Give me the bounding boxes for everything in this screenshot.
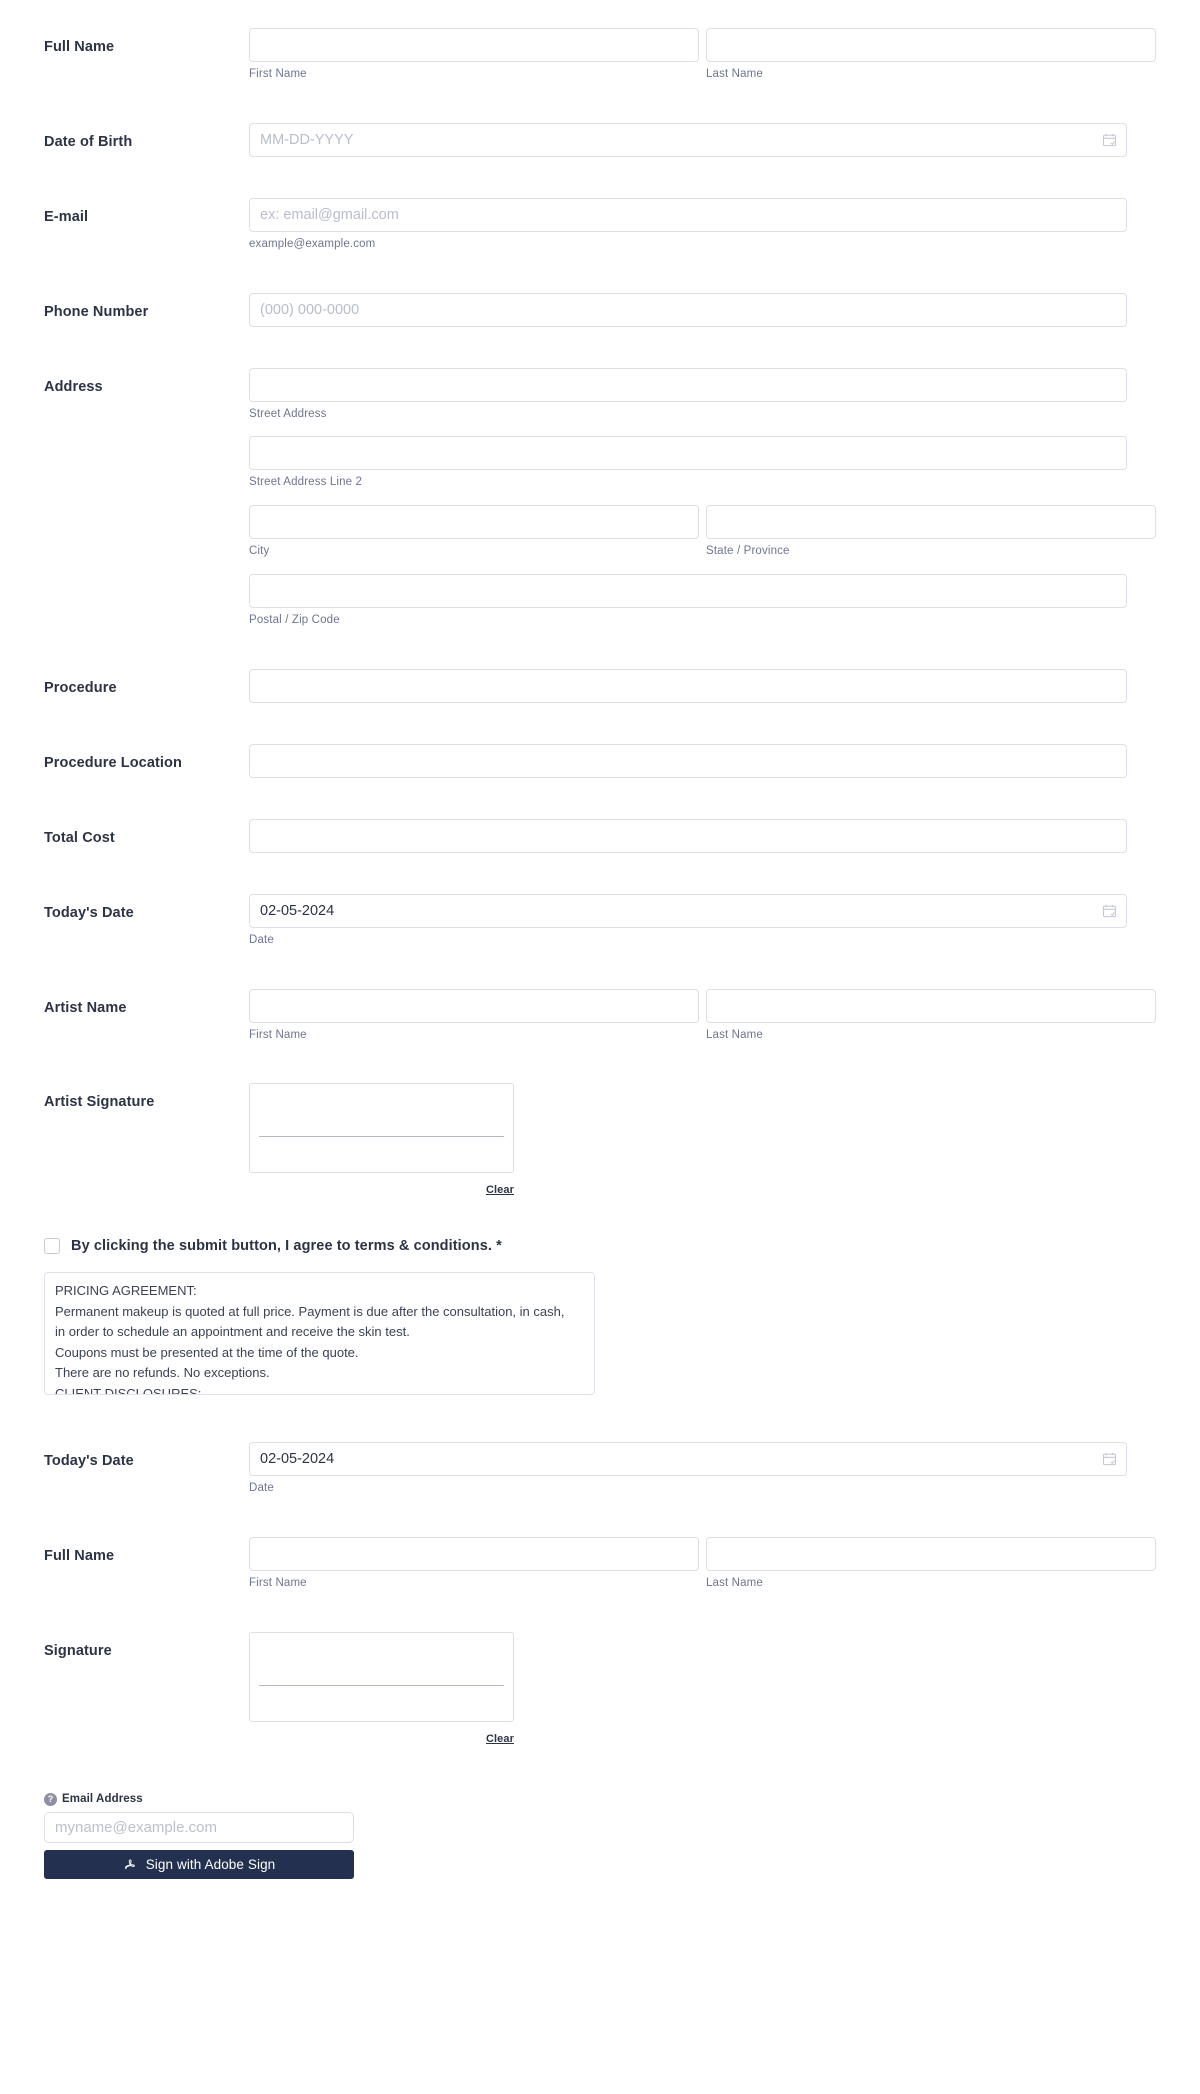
adobe-sign-block (0, 1793, 1200, 1879)
field-row-full-name (0, 28, 1200, 82)
label-signature: Signature (44, 1642, 112, 1659)
date-of-birth-input[interactable] (249, 123, 1127, 157)
todays-date-2-input[interactable] (249, 1442, 1127, 1476)
label-todays-date-1: Today's Date (44, 904, 134, 921)
adobe-acrobat-icon (123, 1857, 138, 1872)
last-name-hint: Last Name (706, 68, 763, 80)
label-full-name: Full Name (44, 39, 115, 55)
field-row-todays-date-1 (0, 894, 1200, 948)
field-row-total-cost (0, 819, 1200, 853)
date-of-birth-wrapper (249, 123, 1127, 157)
label-todays-date-2: Today's Date (44, 1453, 134, 1470)
todays-date-1-wrapper (249, 894, 1127, 928)
first-name-input[interactable] (249, 28, 699, 62)
artist-name-inputs (249, 989, 1156, 1043)
label-artist-signature: Artist Signature (44, 1094, 155, 1111)
field-row-procedure-location (0, 744, 1200, 778)
artist-signature-clear-wrapper (249, 1180, 514, 1198)
signer-first-name-hint: First Name (249, 1577, 307, 1590)
field-row-full-name-2 (0, 1537, 1200, 1591)
label-total-cost: Total Cost (44, 829, 115, 846)
adobe-sign-email-label-row (44, 1793, 1200, 1806)
label-artist-name: Artist Name (44, 999, 127, 1016)
label-procedure: Procedure (44, 679, 117, 696)
client-signature-clear-button[interactable]: Clear (485, 1732, 514, 1745)
full-name-inputs (249, 28, 1156, 82)
signer-last-name-hint: Last Name (706, 1577, 763, 1590)
todays-date-2-wrapper (249, 1442, 1127, 1476)
artist-first-name-input[interactable] (249, 989, 699, 1023)
state-province-input[interactable] (706, 505, 1156, 539)
artist-signature-clear-button[interactable]: Clear (485, 1184, 514, 1197)
signature-baseline (259, 1685, 504, 1686)
street-address-line2-hint: Street Address Line 2 (249, 476, 363, 489)
artist-signature-pad[interactable] (249, 1083, 514, 1173)
field-row-signature (0, 1632, 1200, 1747)
city-hint: City (249, 545, 270, 558)
client-signature-pad[interactable] (249, 1632, 514, 1722)
artist-last-name-input[interactable] (706, 989, 1156, 1023)
signature-baseline (259, 1136, 504, 1137)
signer-last-name-input[interactable] (706, 1537, 1156, 1571)
email-input[interactable] (249, 198, 1127, 232)
label-address: Address (44, 378, 103, 395)
field-row-procedure (0, 669, 1200, 703)
city-state-inputs (249, 505, 1156, 559)
postal-zip-hint: Postal / Zip Code (249, 613, 340, 626)
signer-first-name-input[interactable] (249, 1537, 699, 1571)
agreement-textarea[interactable] (44, 1272, 595, 1395)
question-mark-icon[interactable]: ? (44, 1793, 57, 1806)
terms-label: By clicking the submit button, I agree to terms & conditions. * (71, 1238, 502, 1255)
first-name-hint: First Name (249, 68, 307, 80)
city-input[interactable] (249, 505, 699, 539)
sign-with-adobe-sign-label: Sign with Adobe Sign (145, 1856, 276, 1872)
field-row-address (0, 368, 1200, 628)
label-full-name-2: Full Name (44, 1548, 115, 1565)
street-address-input[interactable] (249, 368, 1127, 402)
todays-date-2-hint: Date (249, 1482, 274, 1495)
full-name-2-inputs (249, 1537, 1156, 1591)
email-hint: example@example.com (249, 237, 376, 250)
terms-checkbox[interactable] (44, 1238, 60, 1254)
adobe-sign-email-label: Email Address (62, 1793, 143, 1806)
label-date-of-birth: Date of Birth (44, 133, 133, 150)
phone-number-input[interactable] (249, 293, 1127, 327)
total-cost-input[interactable] (249, 819, 1127, 853)
label-procedure-location: Procedure Location (44, 754, 182, 771)
label-phone-number: Phone Number (44, 303, 149, 320)
terms-agreement-row (0, 1238, 1200, 1254)
field-row-date-of-birth (0, 123, 1200, 157)
last-name-input[interactable] (706, 28, 1156, 62)
artist-last-name-hint: Last Name (706, 1028, 763, 1041)
postal-zip-input[interactable] (249, 574, 1127, 608)
client-signature-clear-wrapper (249, 1729, 514, 1747)
field-row-todays-date-2 (0, 1442, 1200, 1496)
procedure-input[interactable] (249, 669, 1127, 703)
adobe-sign-email-input[interactable] (44, 1812, 354, 1843)
field-row-artist-signature (0, 1083, 1200, 1198)
artist-first-name-hint: First Name (249, 1028, 307, 1041)
label-email: E-mail (44, 208, 89, 225)
procedure-location-input[interactable] (249, 744, 1127, 778)
state-province-hint: State / Province (706, 545, 790, 558)
street-address-line2-input[interactable] (249, 436, 1127, 470)
todays-date-1-hint: Date (249, 933, 274, 946)
sign-with-adobe-sign-button[interactable] (44, 1850, 354, 1879)
field-row-artist-name (0, 989, 1200, 1043)
field-row-email (0, 198, 1200, 252)
street-address-hint: Street Address (249, 407, 327, 420)
field-row-phone-number (0, 293, 1200, 327)
todays-date-1-input[interactable] (249, 894, 1127, 928)
